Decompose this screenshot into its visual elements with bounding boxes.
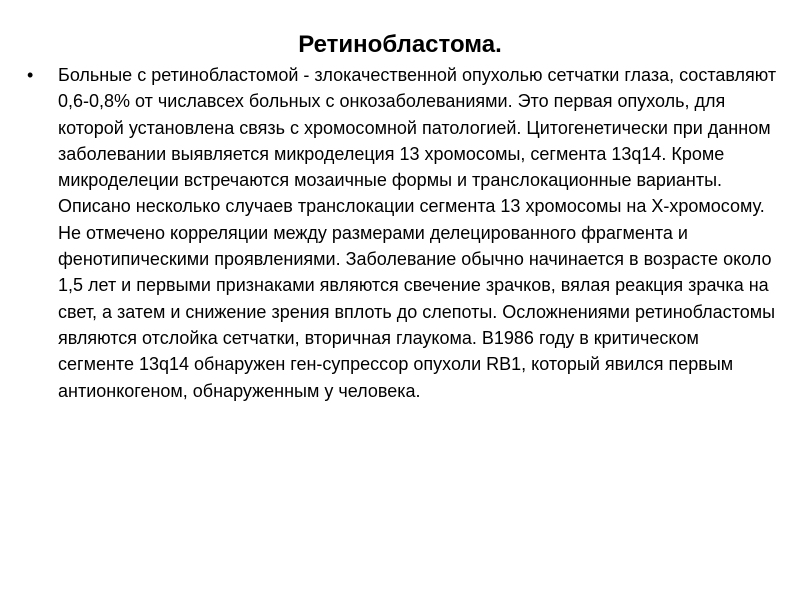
slide-title: Ретинобластома. <box>298 31 502 58</box>
bullet-text: Больные с ретинобластомой - злокачественной опухолью сетчатки глаза, составляют 0,6-0,8% от числавсех больных с онкозаболеваниями. Это первая опухоль, для которой установлена связь с хромосомной патологией. Цитогенетически при данном заболевании выявляется микроделеция 13 хромосомы, сегмента 13q14. Кроме микроделеции встречаются мозаичные формы и транслокационные варианты. Описано несколько случаев транслокации сегмента 13 хромосомы на Х-хромосому. Не отмечено корреляции между размерами делецированного фрагмента и фенотипическими проявлениями. Заболевание обычно начинается в возрасте около 1,5 лет и первыми признаками являются свечение зрачков, вялая реакция зрачка на свет, а затем и снижение зрения вплоть до слепоты. Осложнениями ретинобластомы являются отслойка сетчатки, вторичная глаукома. В1986 году в критическом сегменте 13q14 обнаружен ген-супрессор опухоли RB1, который явился первым антионкогеном, обнаруженным у человека. <box>58 65 777 401</box>
bullet-marker: • <box>27 65 34 85</box>
bullet-item <box>27 62 777 404</box>
bullet-list <box>27 62 777 404</box>
